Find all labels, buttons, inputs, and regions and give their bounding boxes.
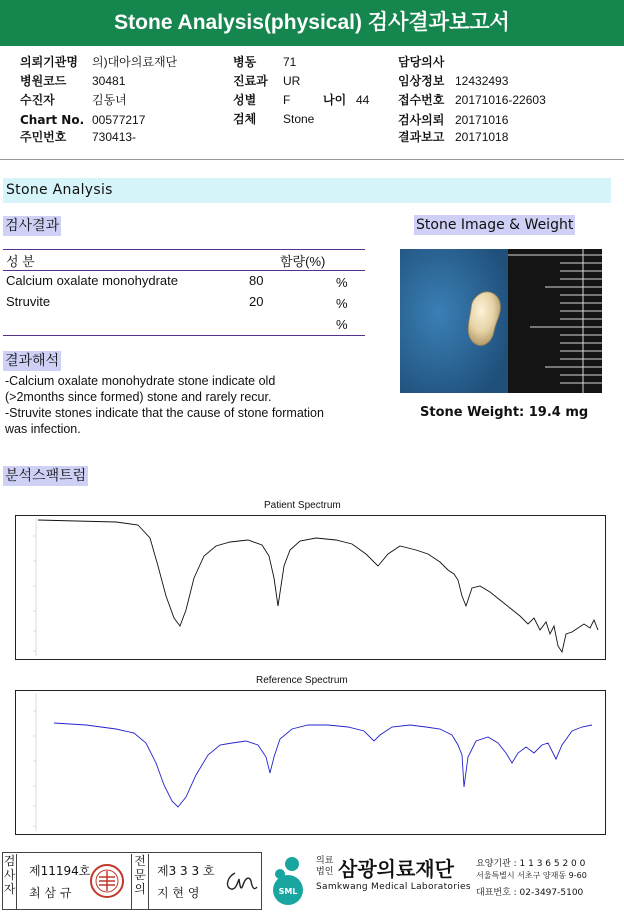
reference-spectrum-title: Reference Spectrum [256, 675, 348, 686]
org-code: 요양기관 : 1 1 3 6 5 2 0 0 [476, 859, 586, 869]
patient-spectrum-line [38, 520, 598, 652]
rrn-value: 730413- [92, 130, 137, 144]
interpretation-text [5, 373, 385, 437]
clinical-value: 12432493 [455, 74, 509, 88]
stone-weight: Stone Weight: 19.4 mg [420, 405, 589, 420]
specimen-label: 검체 [233, 112, 257, 126]
age-value: 44 [356, 93, 370, 107]
spectrum-heading: 분석스팩트럼 [5, 468, 87, 484]
org-footer [264, 852, 622, 910]
col-component: 성 분 [6, 254, 35, 269]
specialist-no: 제3 3 3 호 [157, 864, 215, 878]
report-date-label: 결과보고 [398, 130, 445, 144]
request-value: 20171016 [455, 113, 509, 127]
org-english-name: Samkwang Medical Laboratories [316, 882, 471, 892]
examiner-seal [89, 863, 125, 899]
hospital-code-value: 30481 [92, 74, 126, 88]
sex-value: F [283, 93, 291, 107]
patient-spectrum-title: Patient Spectrum [264, 500, 341, 511]
hospital-code-label: 병원코드 [20, 74, 67, 88]
stone-photo [400, 249, 602, 393]
results-heading: 검사결과 [5, 218, 60, 234]
interpretation-line: was infection. [5, 422, 81, 436]
table-header-line [3, 270, 365, 271]
patient-label: 수진자 [20, 93, 55, 107]
age-label: 나이 [323, 93, 347, 107]
row-name: Calcium oxalate monohydrate [6, 273, 178, 288]
row-name: Struvite [6, 294, 51, 309]
reference-axis-ticks [33, 693, 36, 831]
chart-label: Chart No. [20, 113, 85, 127]
examiner-label: 검사자 [3, 854, 17, 910]
row-value: 80 [249, 273, 264, 288]
report-title: Stone Analysis(physical) 검사결과보고서 [0, 0, 624, 46]
stone-photo-graphic [400, 249, 602, 393]
reference-spectrum [15, 690, 606, 835]
clinical-label: 임상정보 [398, 74, 445, 88]
dept-label: 진료과 [233, 74, 268, 88]
interpretation-line: (>2months since formed) stone and rarely recur. [5, 390, 272, 404]
sex-label: 성별 [233, 93, 257, 107]
institution-label: 의뢰기관명 [20, 55, 78, 69]
row-value: 20 [249, 294, 264, 309]
row-unit: % [336, 275, 348, 290]
request-label: 검사의뢰 [398, 113, 445, 127]
specialist-name: 지 현 영 [157, 886, 200, 900]
signature-box [2, 852, 262, 910]
dept-value: UR [283, 74, 301, 88]
table-bottom-line [3, 335, 365, 336]
table-top-line [3, 249, 365, 250]
patient-axis-ticks [33, 518, 36, 656]
row-unit: % [336, 317, 348, 332]
sml-logo-text: SML [278, 887, 298, 896]
patient-spectrum [15, 515, 606, 660]
examiner-name: 최 삼 규 [29, 886, 72, 900]
ward-label: 병동 [233, 55, 257, 69]
col-amount: 함량(%) [280, 254, 326, 269]
chart-value: 00577217 [92, 113, 146, 127]
section-title: Stone Analysis [3, 178, 611, 203]
specialist-signature [221, 867, 259, 897]
image-heading: Stone Image & Weight [416, 217, 574, 233]
patient-value: 김동녀 [92, 93, 127, 107]
rrn-label: 주민번호 [20, 130, 67, 144]
org-prefix-2: 법인 [316, 867, 334, 877]
sml-logo-icon [266, 854, 312, 906]
doctor-label: 담당의사 [398, 55, 445, 69]
ward-value: 71 [283, 55, 297, 69]
interpretation-heading: 결과해석 [5, 353, 60, 369]
specimen-value: Stone [283, 112, 315, 126]
interpretation-line: -Calcium oxalate monohydrate stone indicate old [5, 374, 276, 388]
org-prefix-1: 의료 [316, 856, 334, 866]
org-phone: 대표번호 : 02-3497-5100 [476, 888, 584, 898]
specialist-label: 전문의 [131, 854, 149, 910]
reference-spectrum-plot [16, 691, 605, 834]
receipt-label: 접수번호 [398, 93, 445, 107]
report-date-value: 20171018 [455, 130, 509, 144]
header-divider [0, 159, 624, 160]
receipt-value: 20171016-22603 [455, 93, 546, 107]
patient-spectrum-plot [16, 516, 605, 659]
examiner-no: 제11194호 [29, 864, 91, 878]
org-address: 서울특별시 서초구 양재동 9-60 [476, 871, 587, 880]
institution-value: 의)대아의료재단 [92, 55, 178, 69]
reference-spectrum-line [54, 723, 592, 807]
row-unit: % [336, 296, 348, 311]
interpretation-line: -Struvite stones indicate that the cause of stone formation [5, 406, 324, 420]
org-name: 삼광의료재단 [338, 857, 454, 881]
